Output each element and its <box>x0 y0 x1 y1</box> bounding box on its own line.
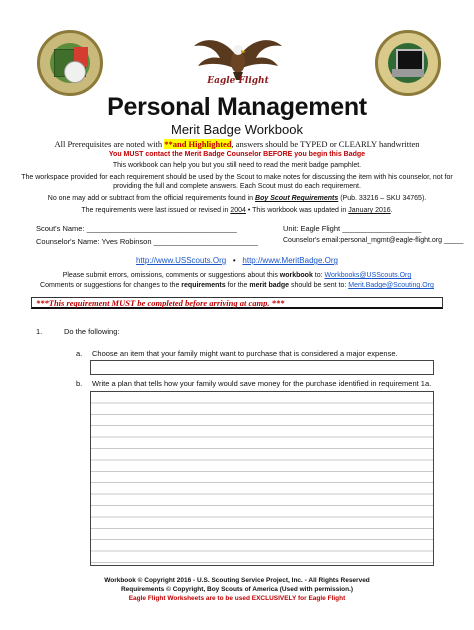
issued-year: 2004 <box>230 207 246 214</box>
intro-line-2b: providing the full and complete answers. Each Scout must do each requirement. <box>113 183 361 190</box>
prerequisites-note: All Prerequisites are noted with **and Highlighted, answers should be TYPED or CLEARLY handwritten <box>54 139 420 149</box>
meritbadge-link[interactable]: http://www.MeritBadge.Org <box>242 256 338 265</box>
req-1b-text: Write a plan that tells how your family would save money for the purchase identified in requirement 1a. <box>92 379 432 388</box>
page-title: Personal Management <box>107 93 367 121</box>
intro-line-3: No one may add or subtract from the official requirements found in Boy Scout Requirements (Pub. 33216 – SKU 34765). <box>47 195 427 202</box>
submit-errors-line: Please submit errors, omissions, comments or suggestions about this workbook to: Workbooks@USScouts.Org <box>62 272 412 279</box>
website-links: http://www.USScouts.Org • http://www.MeritBadge.Org <box>135 256 338 265</box>
camp-requirement-notice: ***This requirement MUST be completed before arriving at camp. *** <box>31 297 443 309</box>
unit-field[interactable]: Unit: Eagle Flight ___________________ <box>283 224 422 233</box>
scout-name-field[interactable]: Scout's Name: ____________________________________ <box>36 224 237 233</box>
logo-text: Eagle Flight <box>207 76 269 86</box>
req-1a-label: a. <box>76 349 83 358</box>
computers-badge-icon <box>375 30 441 96</box>
merit-badge-email-link[interactable]: Merit.Badge@Scouting.Org <box>348 282 434 289</box>
req-1a-answer-box[interactable] <box>90 360 434 375</box>
intro-line-2a: The workspace provided for each requirement should be used by the Scout to make notes for discussing the item with his counselor, not for <box>21 174 453 181</box>
req-1-number: 1. <box>36 327 43 336</box>
counselor-email-field[interactable]: Counselor's email:personal_mgmt@eagle-flight.org _____ <box>283 237 464 244</box>
updated-date: January 2016 <box>348 207 391 214</box>
intro-line-1: This workbook can help you but you still need to read the merit badge pamphlet. <box>112 162 362 169</box>
page-subtitle: Merit Badge Workbook <box>171 122 303 137</box>
req-1b-answer-box[interactable] <box>90 391 434 566</box>
req-1a-text: Choose an item that your family might want to purchase that is considered a major expense. <box>92 349 398 358</box>
revision-line: The requirements were last issued or revised in 2004 • This workbook was updated in January 2016. <box>81 207 393 214</box>
usscouts-link[interactable]: http://www.USScouts.Org <box>135 256 227 265</box>
personal-management-badge-icon <box>37 30 103 96</box>
workbooks-email-link[interactable]: Workbooks@USScouts.Org <box>324 272 412 279</box>
footer-copyright: Workbook © Copyright 2016 - U.S. Scouting Service Project, Inc. - All Rights Reserved <box>104 577 370 584</box>
footer-exclusive-use: Eagle Flight Worksheets are to be used EXCLUSIVELY for Eagle Flight <box>128 595 346 602</box>
prereq-highlight: **and Highlighted <box>164 139 232 149</box>
submit-requirements-line: Comments or suggestions for changes to the requirements for the merit badge should be sent to: Merit.Badge@Scouting.Org <box>40 282 434 289</box>
counselor-name-field[interactable]: Counselor's Name: Yves Robinson _________________________ <box>36 237 258 246</box>
boy-scout-requirements-ref: Boy Scout Requirements <box>255 195 339 202</box>
req-1-text: Do the following: <box>64 327 120 336</box>
req-1b-label: b. <box>76 379 83 388</box>
footer-requirements-copyright: Requirements © Copyright, Boy Scouts of America (Used with permission.) <box>120 586 354 593</box>
contact-notice: You MUST contact the Merit Badge Counselor BEFORE you begin this Badge <box>108 151 366 158</box>
